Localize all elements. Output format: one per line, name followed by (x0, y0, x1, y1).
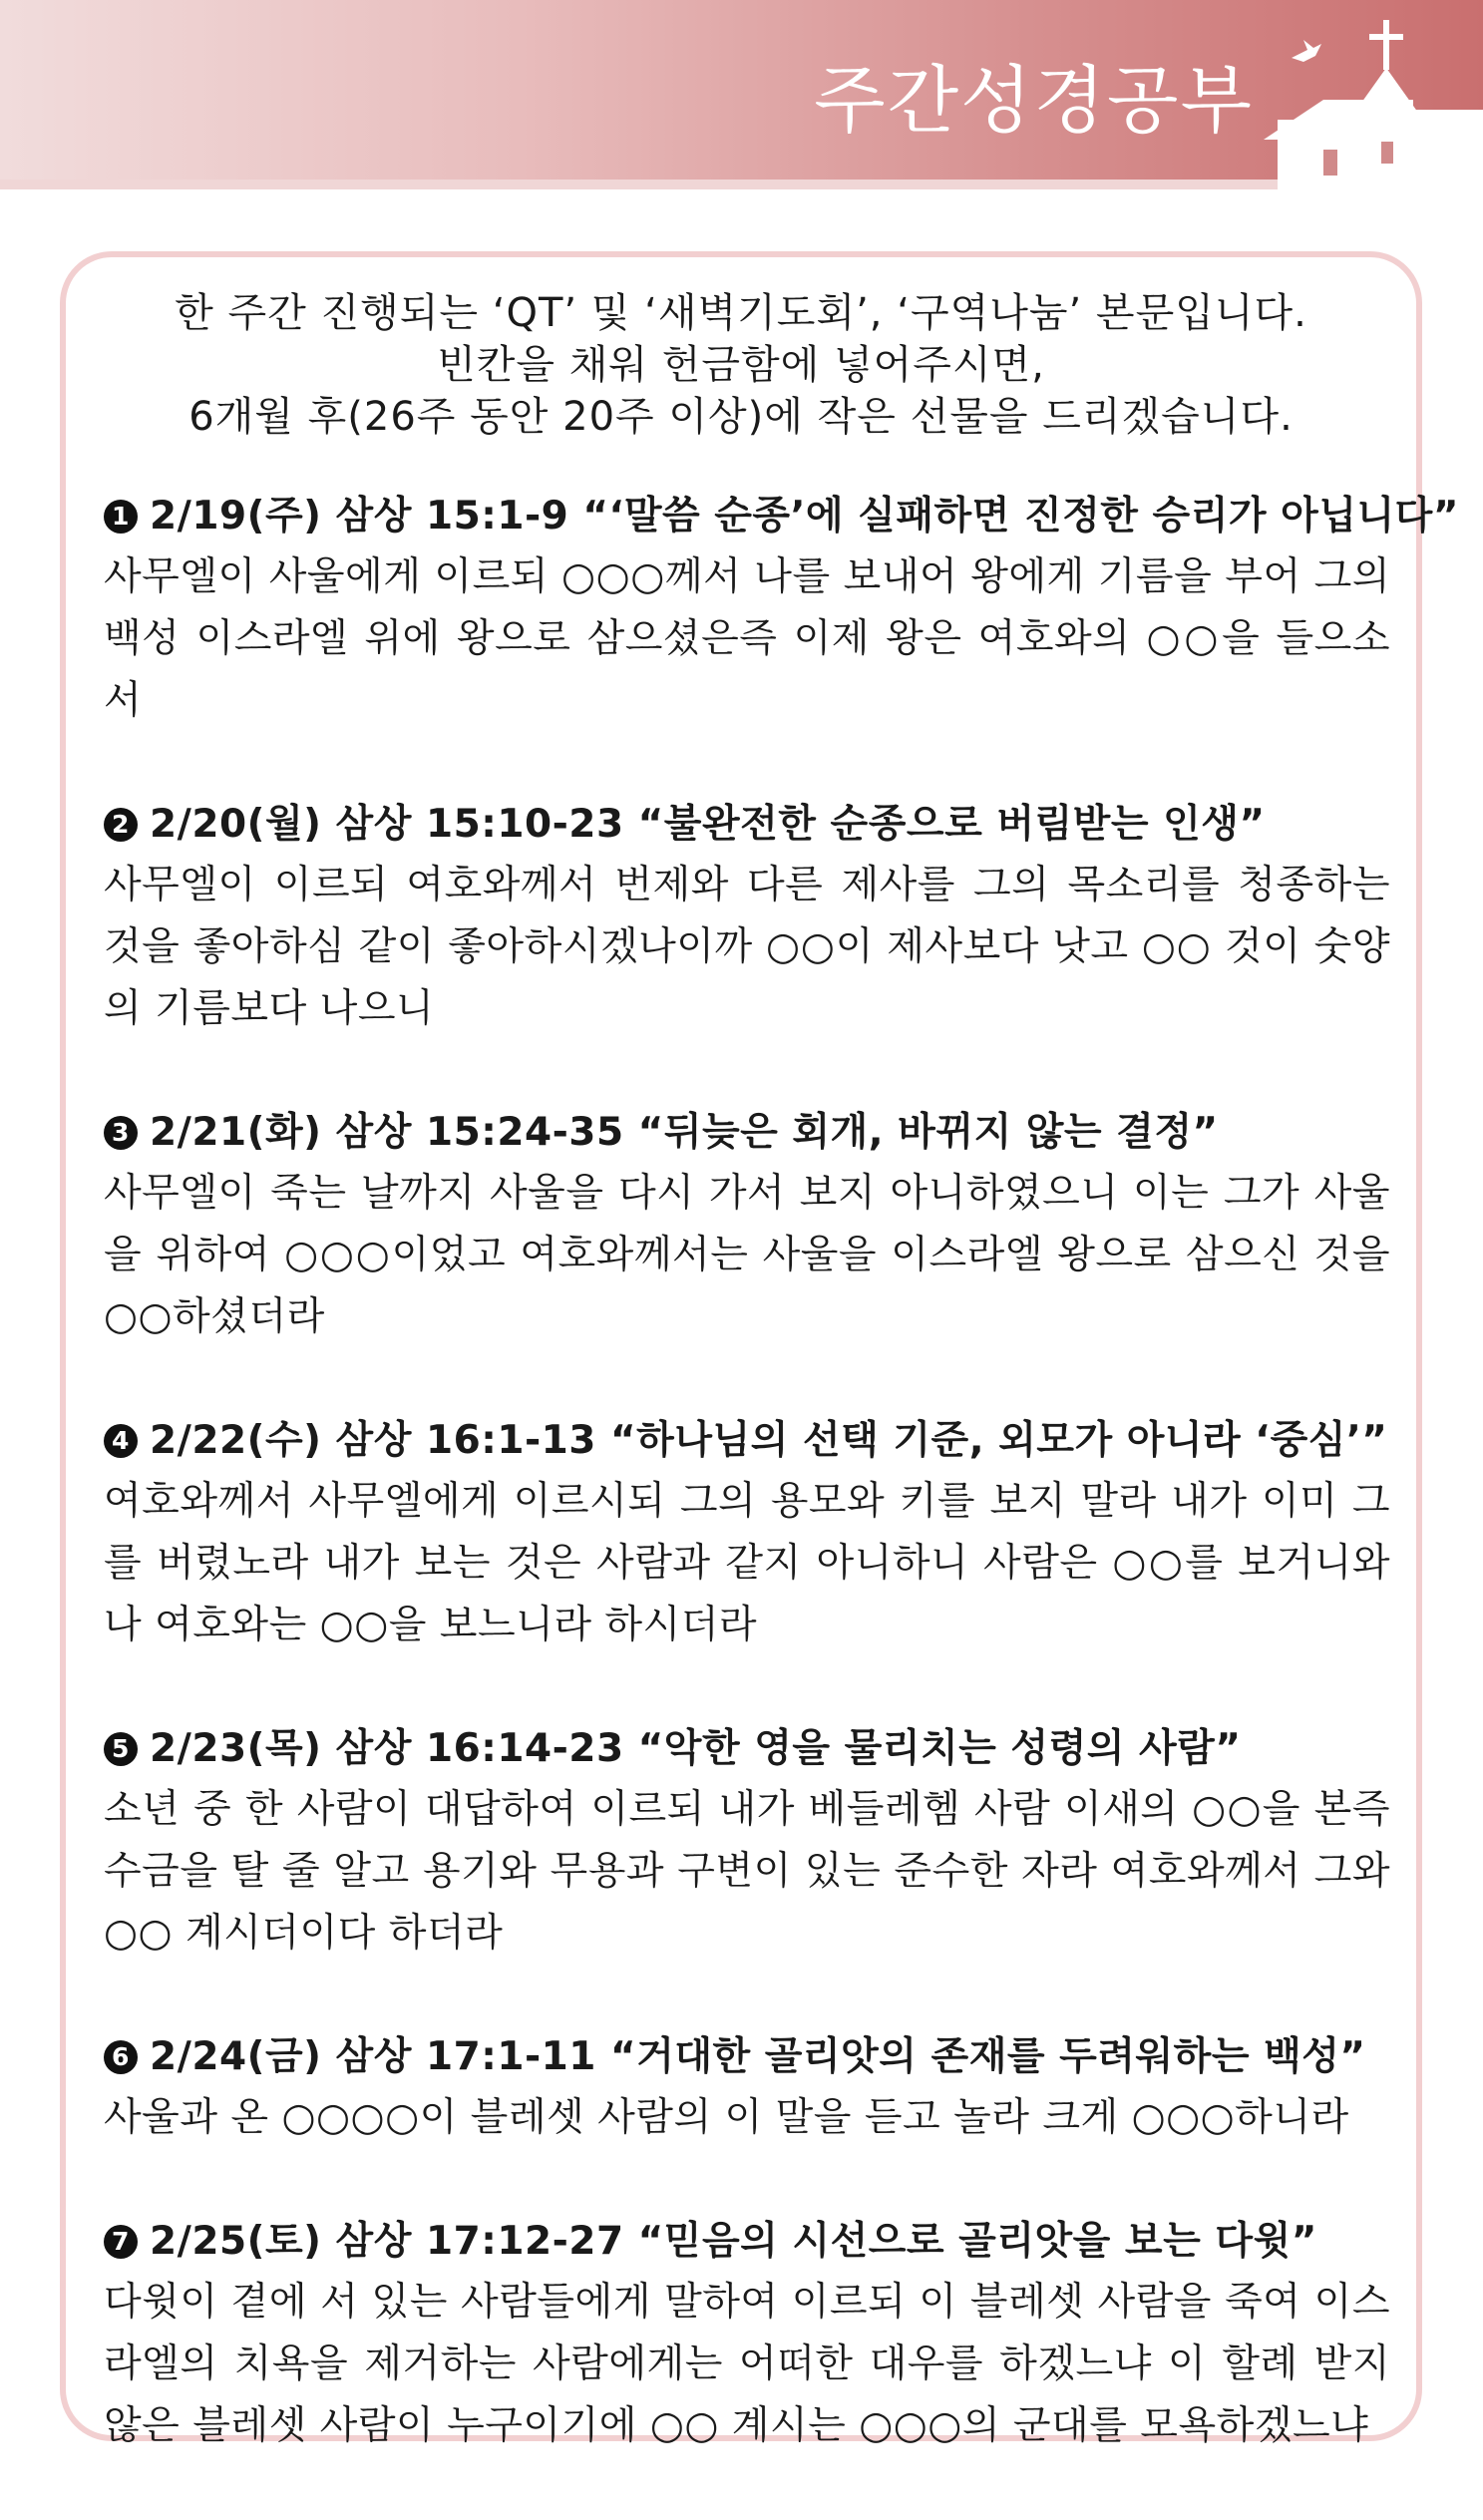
entry-heading (104, 1103, 1390, 1163)
study-entries (104, 487, 1459, 2520)
entry-heading (104, 1719, 1390, 1779)
entry-title: 2/20(월) 삼상 15:10-23 “불완전한 순종으로 버림받는 인생” (150, 802, 1266, 847)
entry-heading (104, 2212, 1390, 2272)
number-badge-icon: 1 (104, 500, 138, 534)
number-badge-icon: 3 (104, 1116, 138, 1150)
entry-body: 여호와께서 사무엘에게 이르시되 그의 용모와 키를 보지 말라 내가 이미 그를 버렸노라 내가 보는 것은 사람과 같지 아니하니 사람은 ○○를 보거니와 나 여호와는 ○○을 보느니라 하시더라 (104, 1479, 1390, 1647)
entry-heading (104, 1411, 1390, 1471)
entry-6 (104, 2027, 1390, 2149)
entry-title: 2/23(목) 삼상 16:14-23 “악한 영을 물리치는 성령의 사람” (150, 1726, 1242, 1771)
entry-2 (104, 795, 1390, 1040)
church-icon (1264, 10, 1483, 189)
entry-title: 2/21(화) 삼상 15:24-35 “뒤늦은 회개, 바뀌지 않는 결정” (150, 1110, 1219, 1155)
entry-body: 사무엘이 이르되 여호와께서 번제와 다른 제사를 그의 목소리를 청종하는 것을 좋아하심 같이 좋아하시겠나이까 ○○이 제사보다 낫고 ○○ 것이 숫양의 기름보다 나으니 (104, 863, 1390, 1031)
entry-heading (104, 795, 1390, 855)
number-badge-icon: 5 (104, 1732, 138, 1766)
entry-7 (104, 2212, 1390, 2457)
intro-line-3: 6개월 후(26주 동안 20주 이상)에 작은 선물을 드리겠습니다. (188, 394, 1294, 440)
entry-heading (104, 2027, 1390, 2087)
entry-5 (104, 1719, 1390, 1965)
entry-4 (104, 1411, 1390, 1656)
entry-title: 2/24(금) 삼상 17:1-11 “거대한 골리앗의 존재를 두려워하는 백성” (150, 2034, 1366, 2079)
number-badge-icon: 6 (104, 2040, 138, 2074)
page-title: 주간성경공부 (814, 58, 1254, 144)
entry-title: 2/25(토) 삼상 17:12-27 “믿음의 시선으로 골리앗을 보는 다윗” (150, 2219, 1317, 2264)
entry-body: 사무엘이 사울에게 이르되 ○○○께서 나를 보내어 왕에게 기름을 부어 그의 백성 이스라엘 위에 왕으로 삼으셨은즉 이제 왕은 여호와의 ○○을 들으소서 (104, 554, 1390, 723)
entry-title: 2/22(수) 삼상 16:1-13 “하나님의 선택 기준, 외모가 아니라 ‘중심’” (150, 1418, 1388, 1463)
entry-1 (104, 487, 1459, 732)
entry-heading (104, 487, 1459, 546)
entry-3 (104, 1103, 1390, 1348)
entry-body: 다윗이 곁에 서 있는 사람들에게 말하여 이르되 이 블레셋 사람을 죽여 이스라엘의 치욕을 제거하는 사람에게는 어떠한 대우를 하겠느냐 이 할례 받지 않은 블레셋 사람이 누구이기에 ○○ 계시는 ○○○의 군대를 모욕하겠느냐 (104, 2280, 1390, 2448)
content-box (60, 251, 1459, 2448)
number-badge-icon: 4 (104, 1424, 138, 1458)
entry-body: 소년 중 한 사람이 대답하여 이르되 내가 베들레헴 사람 이새의 ○○을 본즉 수금을 탈 줄 알고 용기와 무용과 구변이 있는 준수한 자라 여호와께서 그와 ○○ 계시더이다 하더라 (104, 1787, 1390, 1956)
entry-body: 사무엘이 죽는 날까지 사울을 다시 가서 보지 아니하였으니 이는 그가 사울을 위하여 ○○○이었고 여호와께서는 사울을 이스라엘 왕으로 삼으신 것을 ○○하셨더라 (104, 1171, 1390, 1339)
intro-text (66, 287, 1416, 443)
entry-body: 사울과 온 ○○○○이 블레셋 사람의 이 말을 듣고 놀라 크게 ○○○하니라 (104, 2095, 1349, 2140)
intro-line-1: 한 주간 진행되는 ‘QT’ 및 ‘새벽기도회’, ‘구역나눔’ 본문입니다. (175, 290, 1307, 336)
entry-title: 2/19(주) 삼상 15:1-9 “‘말씀 순종’에 실패하면 진정한 승리가 아닙니다” (150, 494, 1459, 539)
header-banner (0, 0, 1483, 180)
number-badge-icon: 2 (104, 808, 138, 842)
intro-line-2: 빈칸을 채워 헌금함에 넣어주시면, (437, 342, 1045, 388)
number-badge-icon: 7 (104, 2225, 138, 2259)
header-divider (0, 180, 1483, 189)
